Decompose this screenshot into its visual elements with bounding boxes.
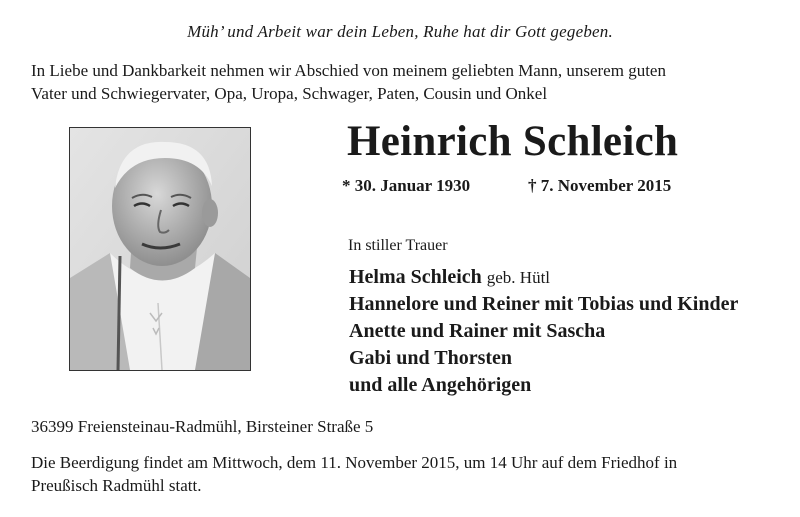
- intro-line-2: Vater und Schwiegervater, Opa, Uropa, Schwager, Paten, Cousin und Onkel: [31, 84, 548, 103]
- widow-name: Helma Schleich: [349, 266, 482, 288]
- intro-text: [31, 59, 781, 105]
- deceased-name: Heinrich Schleich: [347, 118, 679, 165]
- mourning-heading: In stiller Trauer: [348, 237, 448, 254]
- mourner-family-2: Anette und Rainer mit Sascha: [349, 320, 606, 342]
- address: 36399 Freiensteinau-Radmühl, Birsteiner Straße 5: [31, 417, 374, 436]
- mourner-family-1: Hannelore und Reiner mit Tobias und Kinder: [349, 293, 739, 315]
- funeral-line-1: Die Beerdigung findet am Mittwoch, dem 11. November 2015, um 14 Uhr auf dem Friedhof in: [31, 453, 678, 472]
- portrait-image: [70, 128, 250, 370]
- intro-line-1: In Liebe und Dankbarkeit nehmen wir Abschied von meinem geliebten Mann, unserem guten: [31, 61, 666, 80]
- birth-date: * 30. Januar 1930: [342, 176, 471, 195]
- mourner-family-3: Gabi und Thorsten: [349, 347, 513, 369]
- mourner-widow: [349, 264, 738, 291]
- motto-verse: Müh’ und Arbeit war dein Leben, Ruhe hat dir Gott gegeben.: [187, 22, 613, 41]
- funeral-line-2: Preußisch Radmühl statt.: [31, 476, 202, 495]
- funeral-notice: [31, 451, 791, 497]
- mourner-family-4: und alle Angehörigen: [349, 374, 532, 396]
- mourners-list: [349, 264, 738, 399]
- death-date: † 7. November 2015: [528, 176, 672, 195]
- portrait-photo: [69, 127, 251, 371]
- widow-nee: geb. Hütl: [486, 268, 551, 287]
